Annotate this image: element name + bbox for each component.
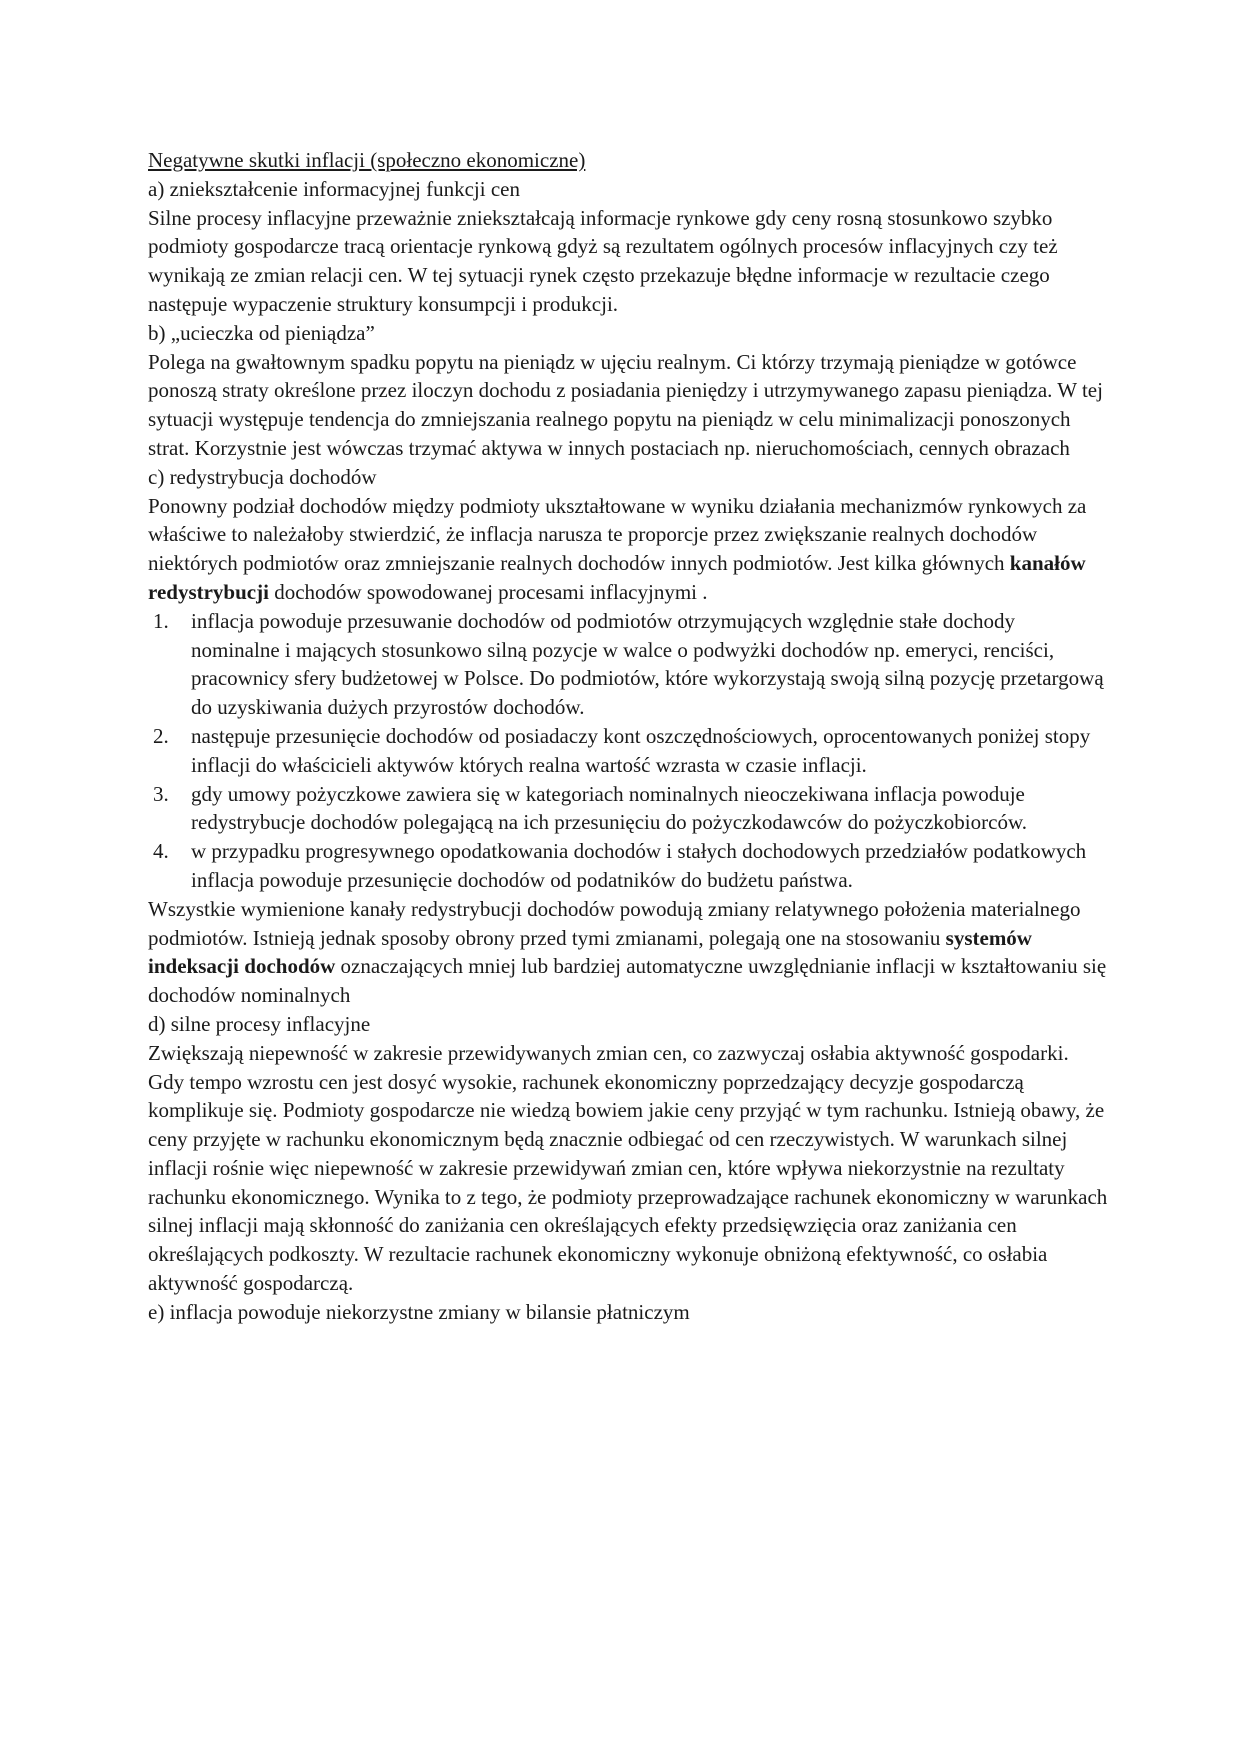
list-item-number: 2. [153, 723, 169, 748]
section-c-heading: c) redystrybucja dochodów [148, 464, 377, 489]
section-c-outro [148, 895, 1108, 1010]
section-e-heading: e) inflacja powoduje niekorzystne zmiany w bilansie płatniczym [148, 1299, 690, 1324]
section-b-heading: b) „ucieczka od pieniądza” [148, 320, 375, 345]
section-c-outro-text: Wszystkie wymienione kanały redystrybucji dochodów powodują zmiany relatywnego położenia materialnego podmiotów. Istnieją jednak sposoby obrony przed tymi zmianami, polegają one na stosowaniu [148, 896, 1081, 950]
section-d-heading: d) silne procesy inflacyjne [148, 1011, 371, 1036]
section-c-intro-text: Ponowny podział dochodów między podmioty ukształtowane w wyniku działania mechanizmów rynkowych za właściwe to należałoby stwierdzić, że inflacja narusza te proporcje przez zwiększanie realnych dochodów niektórych podmiotów oraz zmniejszanie realnych dochodów innych podmiotów. Jest kilka głównych [148, 493, 1087, 576]
list-item-text: inflacja powoduje przesuwanie dochodów od podmiotów otrzymujących względnie stałe dochody nominalne i mających stosunkowo silną pozycje w walce o podwyżki dochodów np. emeryci, renciści, pracownicy sfery budżetowej w Polsce. Do podmiotów, które wykorzystają swoją silną pozycję przetargową do uzyskiwania dużych przyrostów dochodów. [191, 608, 1104, 720]
section-b-body: Polega na gwałtownym spadku popytu na pieniądz w ujęciu realnym. Ci którzy trzymają pieniądze w gotówce ponoszą straty określone przez iloczyn dochodu z posiadania pieniędzy i utrzymywanego zapasu pieniądza. W tej sytuacji występuje tendencja do zmniejszania realnego popytu na pieniądz w celu minimalizacji ponoszonych strat. Korzystnie jest wówczas trzymać aktywa w innych postaciach np. nieruchomościach, cennych obrazach [148, 349, 1103, 460]
list-item-text: gdy umowy pożyczkowe zawiera się w kategoriach nominalnych nieoczekiwana inflacja powoduje redystrybucje dochodów polegającą na ich przesunięciu do pożyczkodawców do pożyczkobiorców. [191, 781, 1027, 835]
section-a-heading: a) zniekształcenie informacyjnej funkcji cen [148, 176, 520, 201]
document-title: Negatywne skutki inflacji (społeczno ekonomiczne) [148, 148, 586, 172]
list-item-number: 3. [153, 781, 169, 806]
list-item [148, 722, 1108, 780]
list-item [148, 607, 1108, 722]
list-item-text: w przypadku progresywnego opodatkowania dochodów i stałych dochodowych przedziałów podatkowych inflacja powoduje przesunięcie dochodów od podatników do budżetu państwa. [191, 839, 1087, 892]
section-c-intro-text-end: dochodów spowodowanej procesami inflacyjnymi . [268, 579, 708, 604]
list-item-text: następuje przesunięcie dochodów od posiadaczy kont oszczędnościowych, oprocentowanych poniżej stopy inflacji do właścicieli aktywów których realna wartość wzrasta w czasie inflacji. [191, 723, 1091, 777]
section-d-body: Zwiększają niepewność w zakresie przewidywanych zmian cen, co zazwyczaj osłabia aktywność gospodarki. Gdy tempo wzrostu cen jest dosyć wysokie, rachunek ekonomiczny poprzedzający decyzje gospodarczą komplikuje się. Podmioty gospodarcze nie wiedzą bowiem jakie ceny przyjąć w tym rachunku. Istnieją obawy, że ceny przyjęte w rachunku ekonomicznym będą znacznie odbiegać od cen rzeczywistych. W warunkach silnej inflacji rośnie więc niepewność w zakresie przewidywań zmian cen, które wpływa niekorzystnie na rezultaty rachunku ekonomicznego. Wynika to z tego, że podmioty przeprowadzające rachunek ekonomiczny w warunkach silnej inflacji mają skłonność do zaniżania cen określających efekty przedsięwzięcia oraz zaniżania cen określających podkoszty. W rezultacie rachunek ekonomiczny wykonuje obniżoną efektywność, co osłabia aktywność gospodarczą. [148, 1040, 1108, 1296]
list-item [148, 837, 1108, 895]
redistribution-channels-list [148, 607, 1108, 895]
list-item-number: 4. [153, 839, 169, 864]
section-a-body: Silne procesy inflacyjne przeważnie zniekształcają informacje rynkowe gdy ceny rosną stosunkowo szybko podmioty gospodarcze tracą orientacje rynkową gdyż są rezultatem ogólnych procesów inflacyjnych czy też wynikają ze zmian relacji cen. W tej sytuacji rynek często przekazuje błędne informacje w rezultacie czego następuje wypaczenie struktury konsumpcji i produkcji. [148, 205, 1058, 316]
document-page [148, 146, 1108, 1327]
list-item [148, 780, 1108, 838]
list-item-number: 1. [153, 608, 169, 633]
section-c-outro-text-end: oznaczających mniej lub bardziej automatyczne uwzględnianie inflacji w kształtowaniu się dochodów nominalnych [148, 954, 1107, 1008]
section-c-outro-bold: systemów indeksacji dochodów [148, 925, 1032, 979]
section-c-intro [148, 492, 1108, 607]
section-c-intro-bold: kanałów redystrybucji [148, 551, 1086, 604]
